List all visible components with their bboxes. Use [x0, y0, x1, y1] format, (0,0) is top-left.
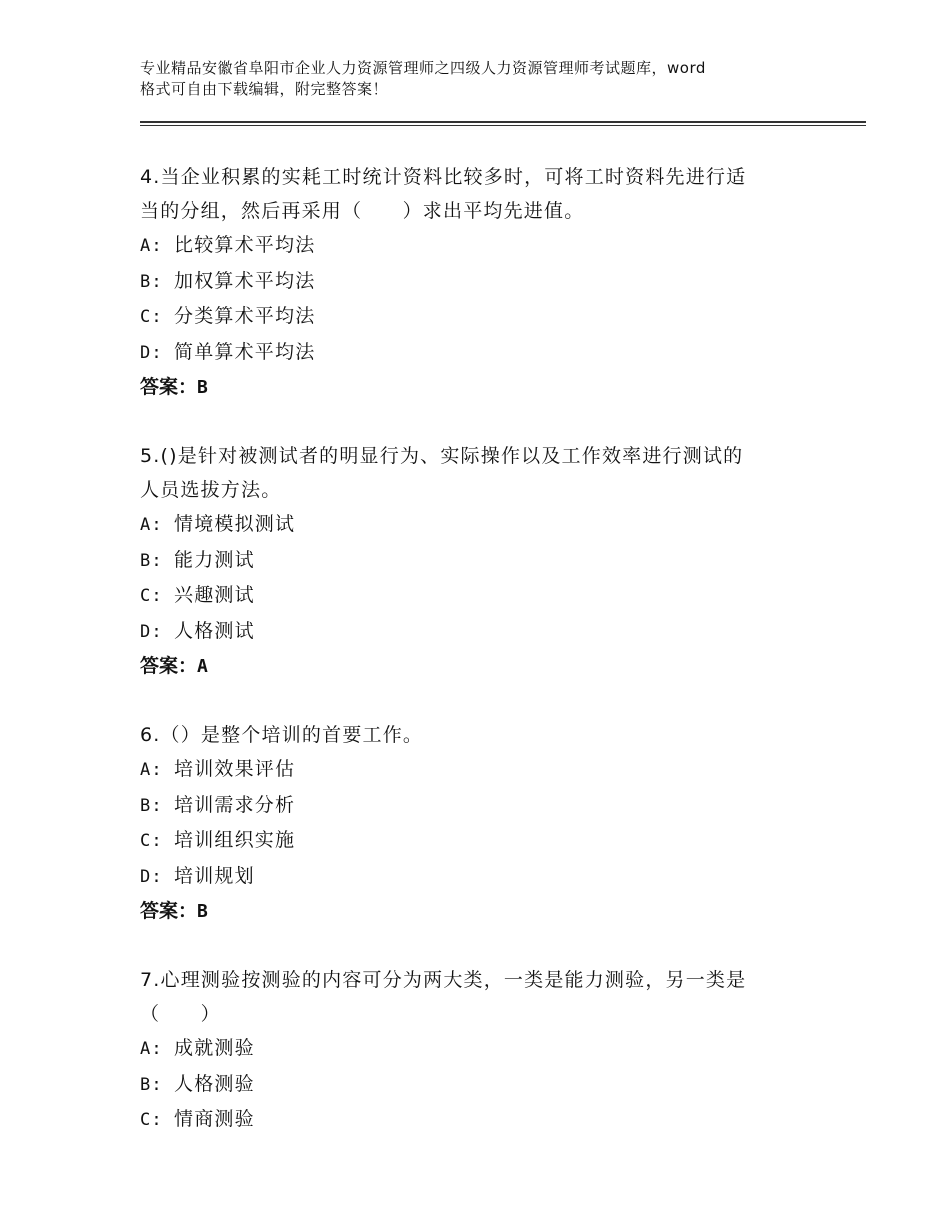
option-text: 加权算术平均法 [174, 269, 316, 292]
option-c [140, 823, 820, 859]
option-text: 培训规划 [174, 864, 255, 887]
option-letter: B: [140, 1074, 163, 1095]
answer-label: 答案： [140, 900, 198, 922]
option-b [140, 1067, 820, 1103]
header-divider [140, 121, 866, 123]
question-stem [140, 963, 820, 1031]
option-letter: D: [140, 866, 163, 887]
question-stem-line: （ ） [140, 1003, 221, 1025]
answer-value: B [197, 377, 208, 398]
spacer [140, 684, 820, 718]
option-c [140, 1102, 820, 1138]
option-d [140, 859, 820, 895]
spacer [140, 929, 820, 963]
header-line-1: 专业精品安徽省阜阳市企业人力资源管理师之四级人力资源管理师考试题库，word [140, 59, 706, 77]
option-b [140, 543, 820, 579]
option-letter: B: [140, 271, 163, 292]
option-text: 情商测验 [174, 1108, 255, 1130]
question-stem [140, 160, 820, 228]
header-divider-thin [140, 125, 866, 126]
answer-label: 答案： [140, 376, 198, 398]
option-d [140, 335, 820, 371]
question-stem-line: 7.心理测验按测验的内容可分为两大类，一类是能力测验，另一类是 [140, 969, 747, 991]
question-stem [140, 718, 820, 752]
option-c [140, 578, 820, 614]
answer-value: B [197, 901, 208, 922]
option-letter: A: [140, 515, 163, 535]
question-6 [140, 718, 820, 929]
option-text: 分类算术平均法 [174, 305, 316, 327]
spacer [140, 405, 820, 439]
question-stem-line: 4.当企业积累的实耗工时统计资料比较多时，可将工时资料先进行适 [140, 166, 747, 188]
option-letter: B: [140, 550, 163, 571]
question-stem-line: 5.()是针对被测试者的明显行为、实际操作以及工作效率进行测试的 [140, 445, 744, 467]
question-stem-line: 人员选拔方法。 [140, 479, 282, 501]
option-letter: A: [140, 760, 163, 780]
document-header [140, 58, 840, 100]
answer-line [140, 649, 820, 684]
option-letter: D: [140, 621, 163, 642]
option-letter: C: [140, 831, 163, 851]
option-text: 比较算术平均法 [174, 234, 316, 256]
answer-line [140, 894, 820, 929]
answer-value: A [197, 656, 208, 677]
option-text: 兴趣测试 [174, 584, 255, 606]
option-b [140, 788, 820, 824]
option-letter: A: [140, 236, 163, 256]
question-stem-line: 当的分组，然后再采用（ ）求出平均先进值。 [140, 200, 585, 222]
question-list [140, 160, 820, 1138]
option-a [140, 507, 820, 543]
option-letter: C: [140, 586, 163, 606]
option-c [140, 299, 820, 335]
option-letter: B: [140, 795, 163, 816]
option-text: 培训组织实施 [174, 829, 296, 851]
question-stem [140, 439, 820, 507]
option-letter: D: [140, 342, 163, 363]
option-text: 成就测验 [174, 1037, 255, 1059]
option-text: 人格测试 [174, 619, 255, 642]
option-text: 情境模拟测试 [174, 513, 296, 535]
option-letter: A: [140, 1039, 163, 1059]
option-d [140, 614, 820, 650]
answer-label: 答案： [140, 655, 198, 677]
option-b [140, 264, 820, 300]
question-4 [140, 160, 820, 405]
option-a [140, 1031, 820, 1067]
answer-line [140, 370, 820, 405]
option-text: 培训效果评估 [174, 758, 296, 780]
question-5 [140, 439, 820, 684]
option-text: 人格测验 [174, 1072, 255, 1095]
question-stem-line: 6.（）是整个培训的首要工作。 [140, 724, 424, 746]
option-letter: C: [140, 1110, 163, 1130]
option-text: 培训需求分析 [174, 793, 296, 816]
option-letter: C: [140, 307, 163, 327]
option-text: 简单算术平均法 [174, 340, 316, 363]
option-a [140, 228, 820, 264]
option-text: 能力测试 [174, 548, 255, 571]
question-7 [140, 963, 820, 1138]
header-line-2: 格式可自由下载编辑，附完整答案！ [140, 80, 389, 98]
option-a [140, 752, 820, 788]
